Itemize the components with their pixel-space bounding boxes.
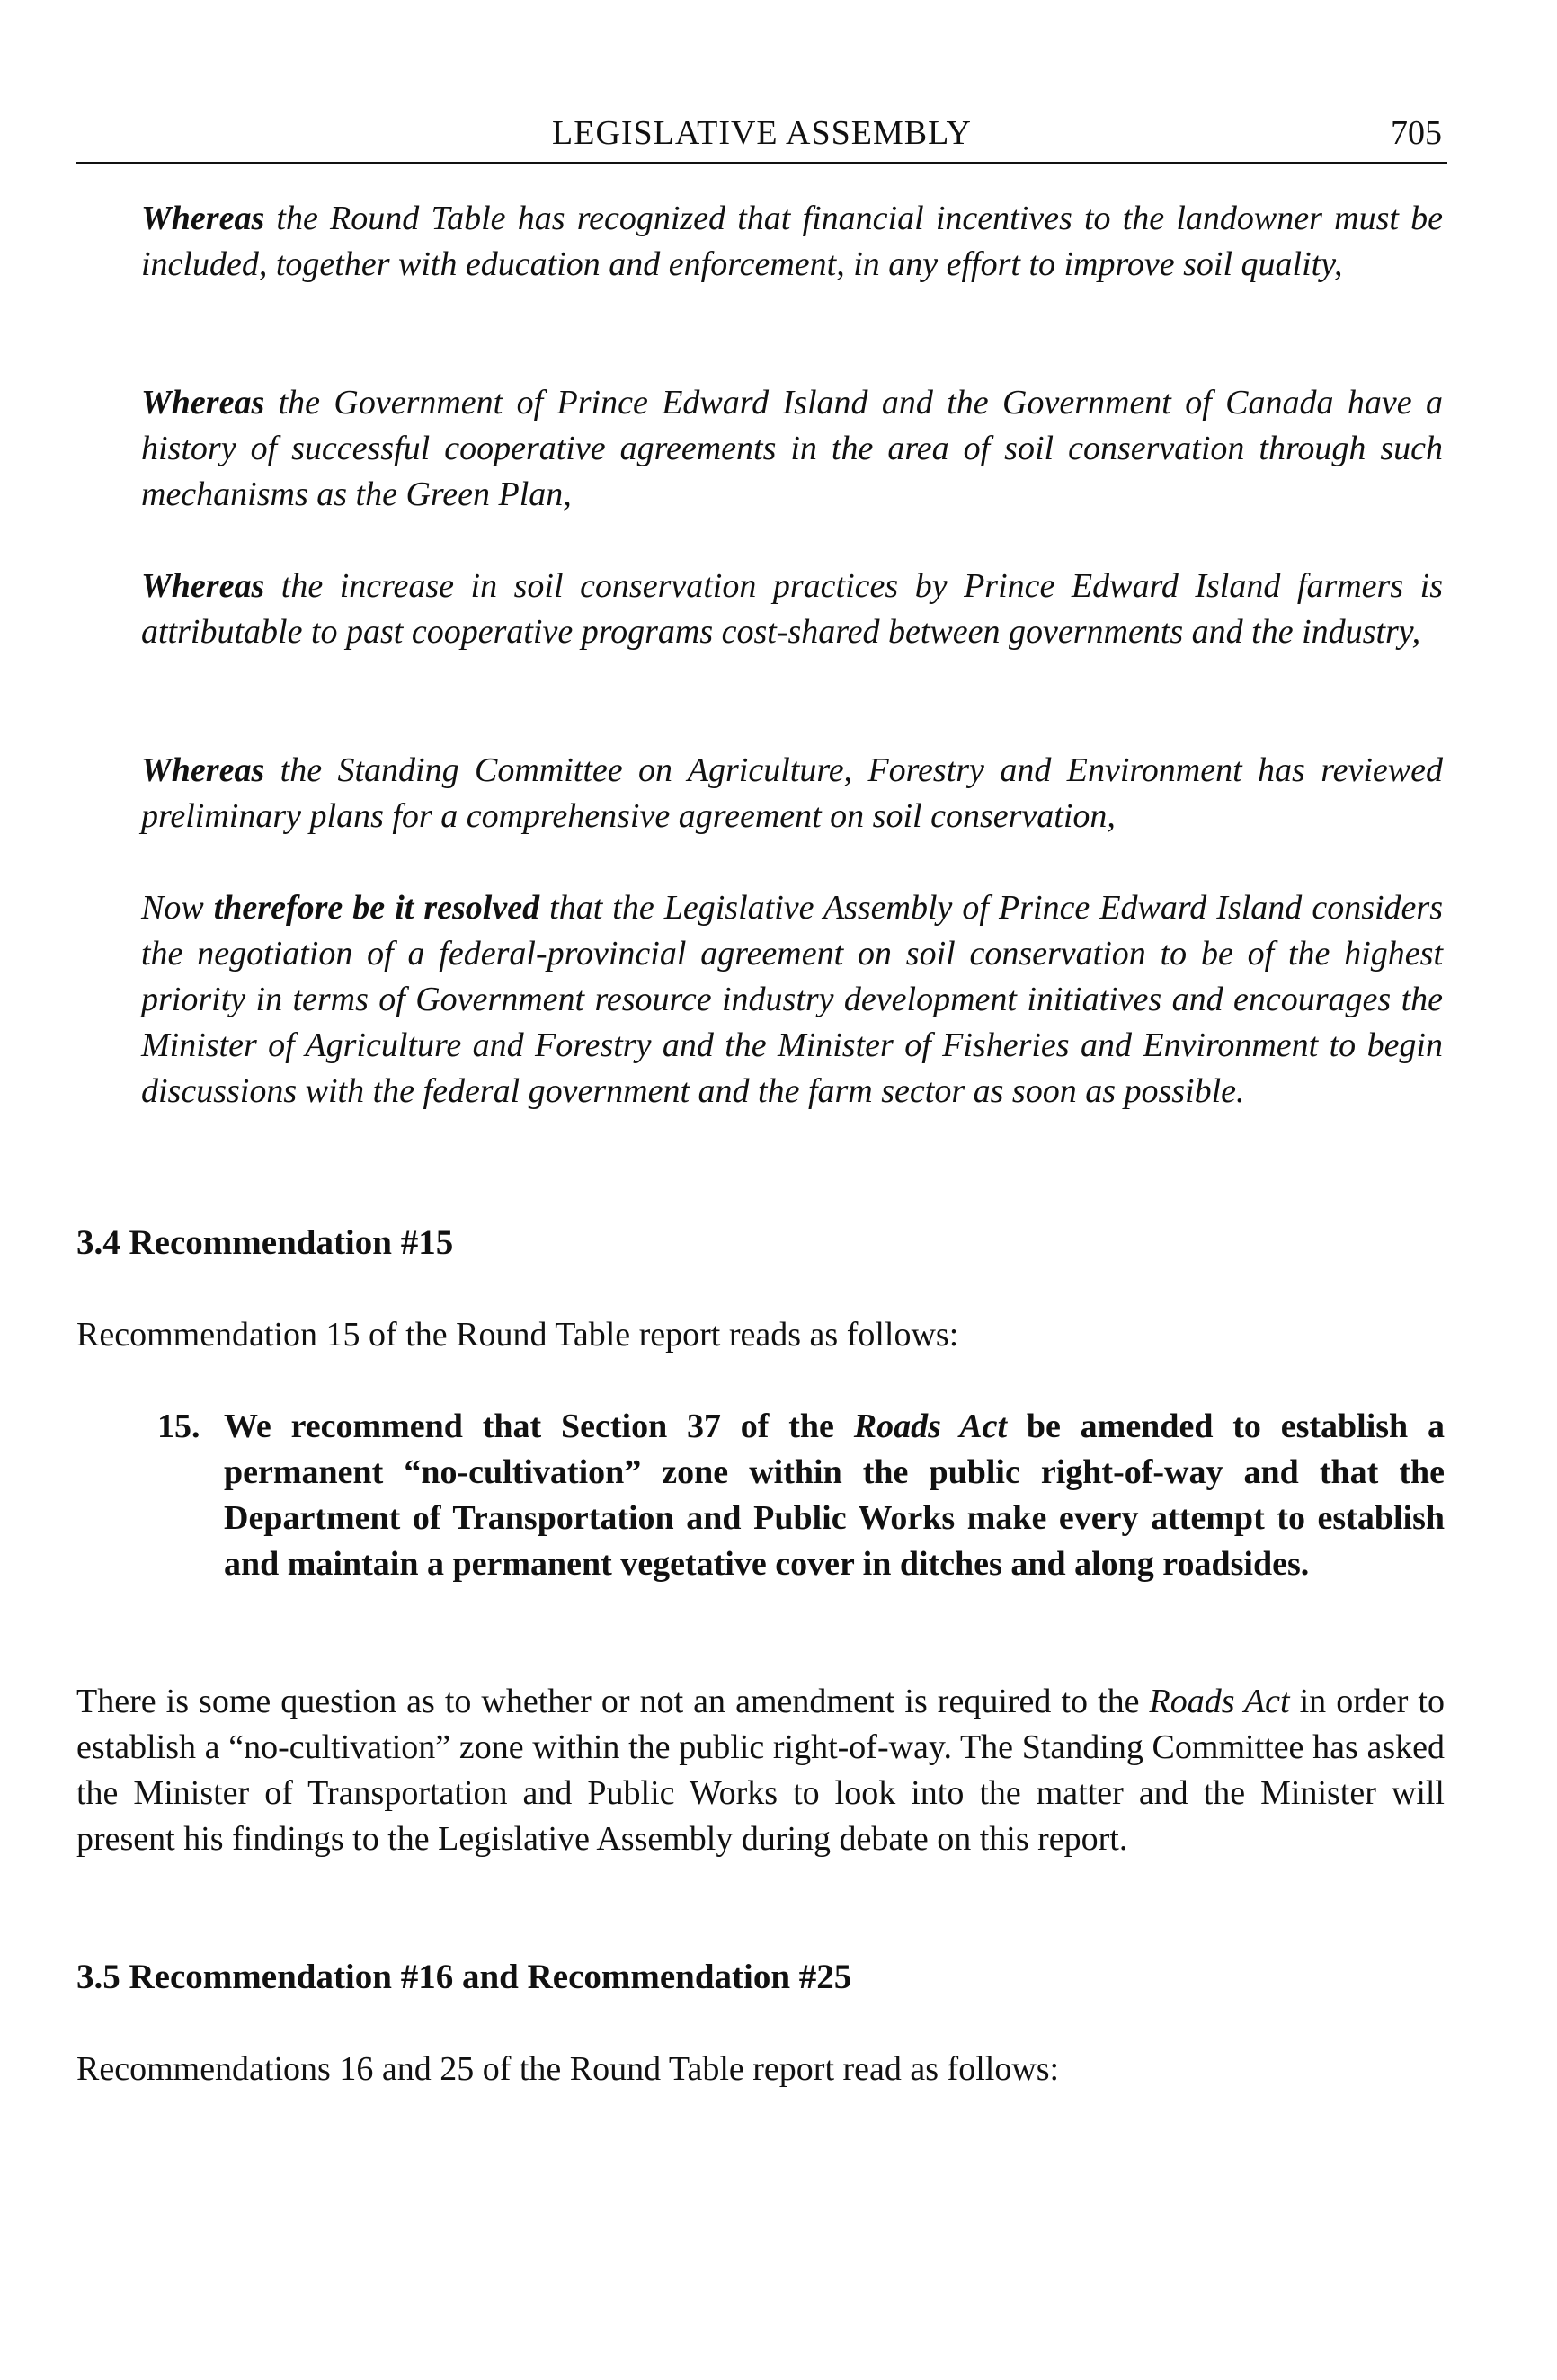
- page-header: [76, 106, 1447, 164]
- whereas-clause: [141, 748, 1443, 839]
- section-3-5-intro: Recommendations 16 and 25 of the Round Table report read as follows:: [76, 2050, 1060, 2088]
- section-heading-3-5: 3.5 Recommendation #16 and Recommendation #25: [76, 1958, 852, 1996]
- whereas-keyword: Whereas: [141, 200, 265, 237]
- act-name: Roads Act: [853, 1408, 1008, 1445]
- recommendation-number: 15.: [157, 1408, 200, 1445]
- whereas-keyword: Whereas: [141, 751, 265, 789]
- commentary-text-before: There is some question as to whether or not an amendment is required to the: [76, 1683, 1150, 1720]
- whereas-text: the Standing Committee on Agriculture, Forestry and Environment has reviewed preliminary plans for a comprehensive agreement on soil conservation,: [141, 751, 1443, 835]
- resolution-keyword: therefore be it resolved: [213, 889, 540, 927]
- resolution-clause: [141, 885, 1443, 1115]
- whereas-text: the increase in soil conservation practices by Prince Edward Island farmers is attributable to past cooperative programs cost-shared between governments and the industry,: [141, 567, 1443, 651]
- section-heading-3-4: 3.4 Recommendation #15: [76, 1223, 454, 1262]
- whereas-clause: [141, 196, 1443, 288]
- resolution-lead: Now: [141, 889, 214, 927]
- whereas-clause: [141, 564, 1443, 655]
- whereas-keyword: Whereas: [141, 567, 265, 605]
- page-number: 705: [1391, 114, 1442, 152]
- whereas-clause: [141, 380, 1443, 518]
- running-title: LEGISLATIVE ASSEMBLY: [552, 114, 972, 152]
- whereas-text: the Round Table has recognized that financial incentives to the landowner must be included, together with education and enforcement, in any effort to improve soil quality,: [141, 200, 1443, 283]
- whereas-keyword: Whereas: [141, 384, 265, 422]
- whereas-text: the Government of Prince Edward Island and the Government of Canada have a history of successful cooperative agreements in the area of soil conservation through such mechanisms as the Green Plan,: [141, 384, 1443, 513]
- recommendation-text-after: be amended to establish a permanent “no-cultivation” zone within the public right-of-way and that the Department of Transportation and Public Works make every attempt to establish and maintain a permanent vegetative cover in ditches and along roadsides.: [224, 1408, 1446, 1583]
- recommendation-15: [157, 1404, 1445, 1587]
- section-3-4-commentary: [76, 1679, 1445, 1862]
- commentary-text-after: in order to establish a “no-cultivation” zone within the public right-of-way. The Standing Committee has asked the Minister of Transportation and Public Works to look into the matter and the Minister will present his findings to the Legislative Assembly during debate on this report.: [76, 1683, 1445, 1858]
- act-name: Roads Act: [1149, 1683, 1290, 1720]
- recommendation-text: [224, 1404, 1445, 1587]
- resolution-text: that the Legislative Assembly of Prince Edward Island considers the negotiation of a federal-provincial agreement on soil conservation to be of the highest priority in terms of Government resource industry development initiatives and encourages the Minister of Agriculture and Forestry and the Minister of Fisheries and Environment to begin discussions with the federal government and the farm sector as soon as possible.: [141, 889, 1444, 1110]
- recommendation-text-before: We recommend that Section 37 of the: [224, 1408, 854, 1445]
- section-3-4-intro: Recommendation 15 of the Round Table report reads as follows:: [76, 1316, 959, 1354]
